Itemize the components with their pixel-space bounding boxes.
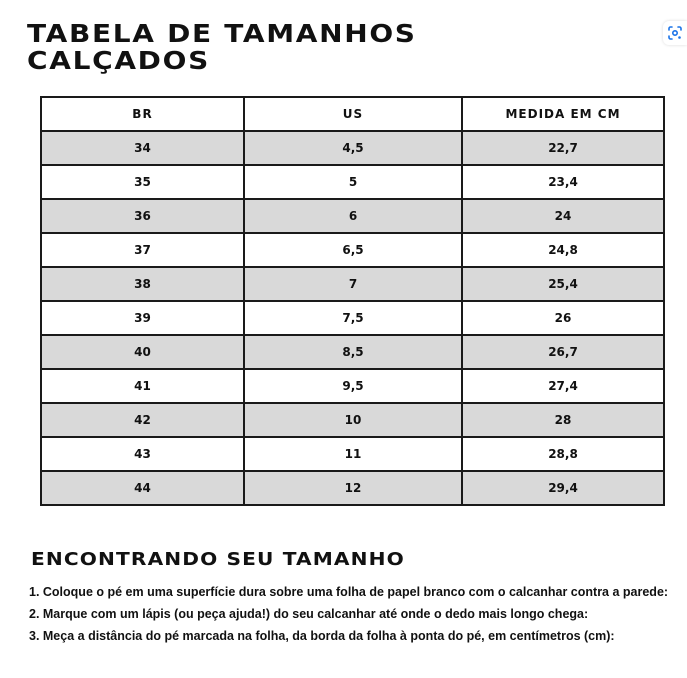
cell-br: 39 — [41, 301, 244, 335]
table-row — [41, 267, 664, 301]
cell-us: 7,5 — [244, 301, 462, 335]
table-row — [41, 301, 664, 335]
table-row — [41, 199, 664, 233]
table-row — [41, 471, 664, 505]
cell-cm: 28,8 — [462, 437, 664, 471]
cell-us: 9,5 — [244, 369, 462, 403]
table-row — [41, 437, 664, 471]
size-table — [40, 96, 665, 506]
cell-us: 11 — [244, 437, 462, 471]
cell-br: 42 — [41, 403, 244, 437]
table-row — [41, 233, 664, 267]
cell-br: 41 — [41, 369, 244, 403]
instruction-list — [29, 581, 679, 647]
header-us: US — [244, 97, 462, 131]
title-line-1: TABELA DE TAMANHOS — [27, 19, 417, 48]
cell-br: 40 — [41, 335, 244, 369]
cell-cm: 29,4 — [462, 471, 664, 505]
section-title: ENCONTRANDO SEU TAMANHO — [31, 549, 405, 570]
cell-cm: 23,4 — [462, 165, 664, 199]
cell-cm: 22,7 — [462, 131, 664, 165]
cell-us: 12 — [244, 471, 462, 505]
cell-br: 43 — [41, 437, 244, 471]
cell-us: 6 — [244, 199, 462, 233]
lens-search-button[interactable] — [663, 21, 687, 45]
table-row — [41, 403, 664, 437]
lens-search-icon — [667, 25, 683, 41]
table-row — [41, 369, 664, 403]
cell-cm: 24,8 — [462, 233, 664, 267]
instruction-step: 3. Meça a distância do pé marcada na folha, da borda da folha à ponta do pé, em centímetros (cm): — [29, 629, 615, 643]
cell-us: 5 — [244, 165, 462, 199]
cell-br: 44 — [41, 471, 244, 505]
table-row — [41, 335, 664, 369]
header-cm: MEDIDA EM CM — [462, 97, 664, 131]
instruction-step: 1. Coloque o pé em uma superfície dura sobre uma folha de papel branco com o calcanhar contra a parede: — [29, 585, 669, 599]
cell-cm: 24 — [462, 199, 664, 233]
cell-br: 35 — [41, 165, 244, 199]
page-title — [27, 20, 417, 74]
title-line-2: CALÇADOS — [27, 46, 210, 75]
cell-us: 6,5 — [244, 233, 462, 267]
cell-cm: 26,7 — [462, 335, 664, 369]
cell-br: 37 — [41, 233, 244, 267]
cell-us: 8,5 — [244, 335, 462, 369]
table-row — [41, 131, 664, 165]
table-header-row — [41, 97, 664, 131]
table-row — [41, 165, 664, 199]
cell-br: 36 — [41, 199, 244, 233]
cell-cm: 28 — [462, 403, 664, 437]
cell-cm: 27,4 — [462, 369, 664, 403]
header-br: BR — [41, 97, 244, 131]
cell-cm: 26 — [462, 301, 664, 335]
cell-us: 4,5 — [244, 131, 462, 165]
instruction-step: 2. Marque com um lápis (ou peça ajuda!) do seu calcanhar até onde o dedo mais longo chega: — [29, 607, 589, 621]
cell-us: 7 — [244, 267, 462, 301]
cell-cm: 25,4 — [462, 267, 664, 301]
cell-br: 38 — [41, 267, 244, 301]
cell-us: 10 — [244, 403, 462, 437]
cell-br: 34 — [41, 131, 244, 165]
